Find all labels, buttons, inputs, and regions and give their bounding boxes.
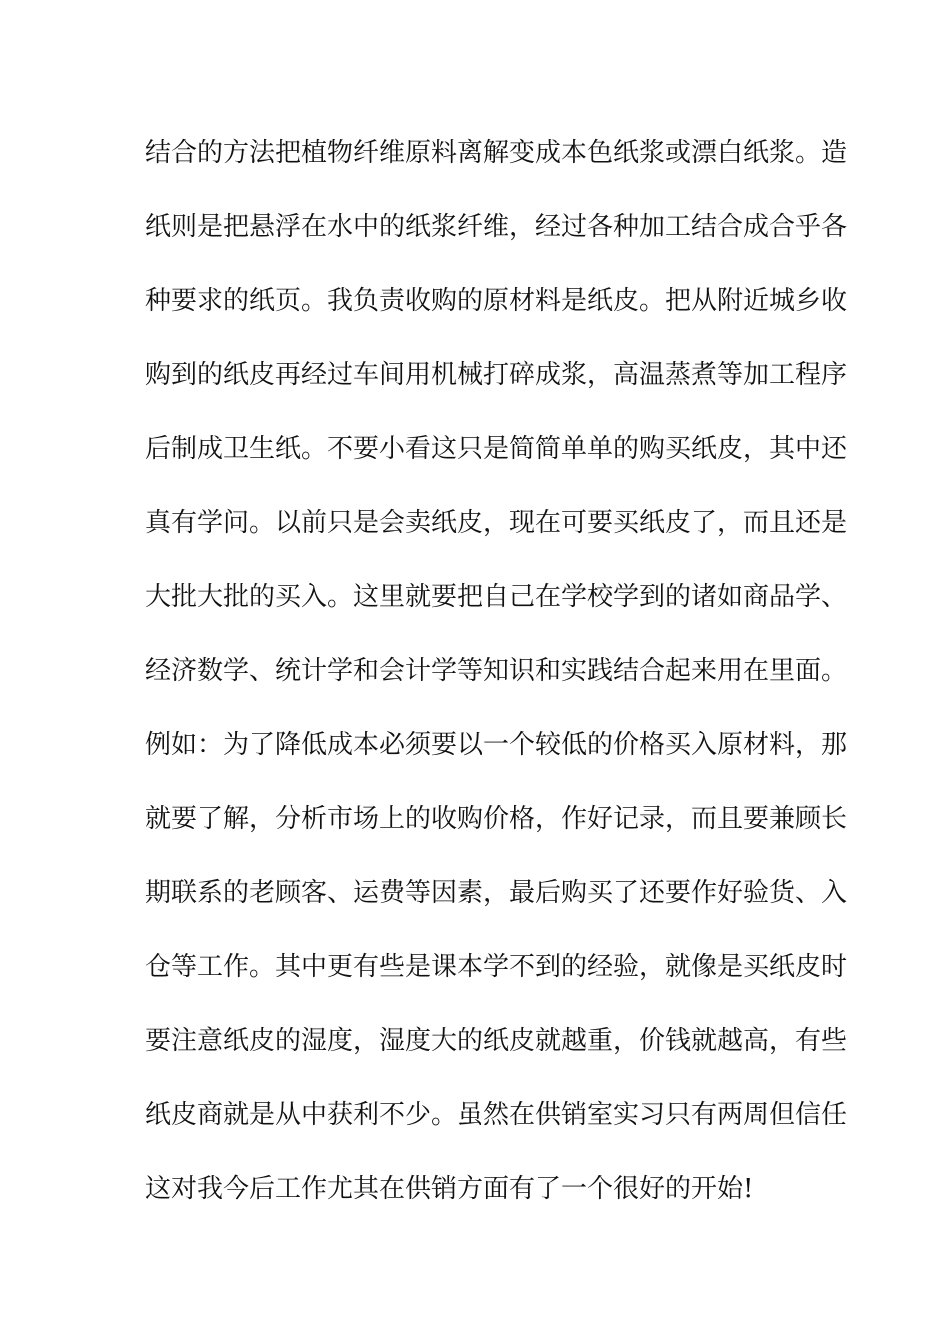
text-line: 纸皮商就是从中获利不少。虽然在供销室实习只有两周但信任 xyxy=(145,1100,848,1130)
text-line: 大批大批的买入。这里就要把自己在学校学到的诸如商品学、 xyxy=(145,582,848,612)
text-line: 这对我今后工作尤其在供销方面有了一个很好的开始! xyxy=(145,1174,754,1204)
body-text xyxy=(145,132,848,1242)
text-line: 结合的方法把植物纤维原料离解变成本色纸浆或漂白纸浆。造 xyxy=(145,138,848,168)
text-line: 种要求的纸页。我负责收购的原材料是纸皮。把从附近城乡收 xyxy=(145,286,848,316)
text-line: 经济数学、统计学和会计学等知识和实践结合起来用在里面。 xyxy=(145,656,848,686)
text-line: 要注意纸皮的湿度，湿度大的纸皮就越重，价钱就越高，有些 xyxy=(145,1026,848,1056)
text-line: 购到的纸皮再经过车间用机械打碎成浆，高温蒸煮等加工程序 xyxy=(145,360,848,390)
text-line: 后制成卫生纸。不要小看这只是简简单单的购买纸皮，其中还 xyxy=(145,434,848,464)
text-line: 就要了解，分析市场上的收购价格，作好记录，而且要兼顾长 xyxy=(145,804,848,834)
text-line: 例如：为了降低成本必须要以一个较低的价格买入原材料，那 xyxy=(145,730,848,760)
text-line: 期联系的老顾客、运费等因素，最后购买了还要作好验货、入 xyxy=(145,878,848,908)
text-line: 真有学问。以前只是会卖纸皮，现在可要买纸皮了，而且还是 xyxy=(145,508,848,538)
text-line: 纸则是把悬浮在水中的纸浆纤维，经过各种加工结合成合乎各 xyxy=(145,212,848,242)
text-line: 仓等工作。其中更有些是课本学不到的经验，就像是买纸皮时 xyxy=(145,952,848,982)
